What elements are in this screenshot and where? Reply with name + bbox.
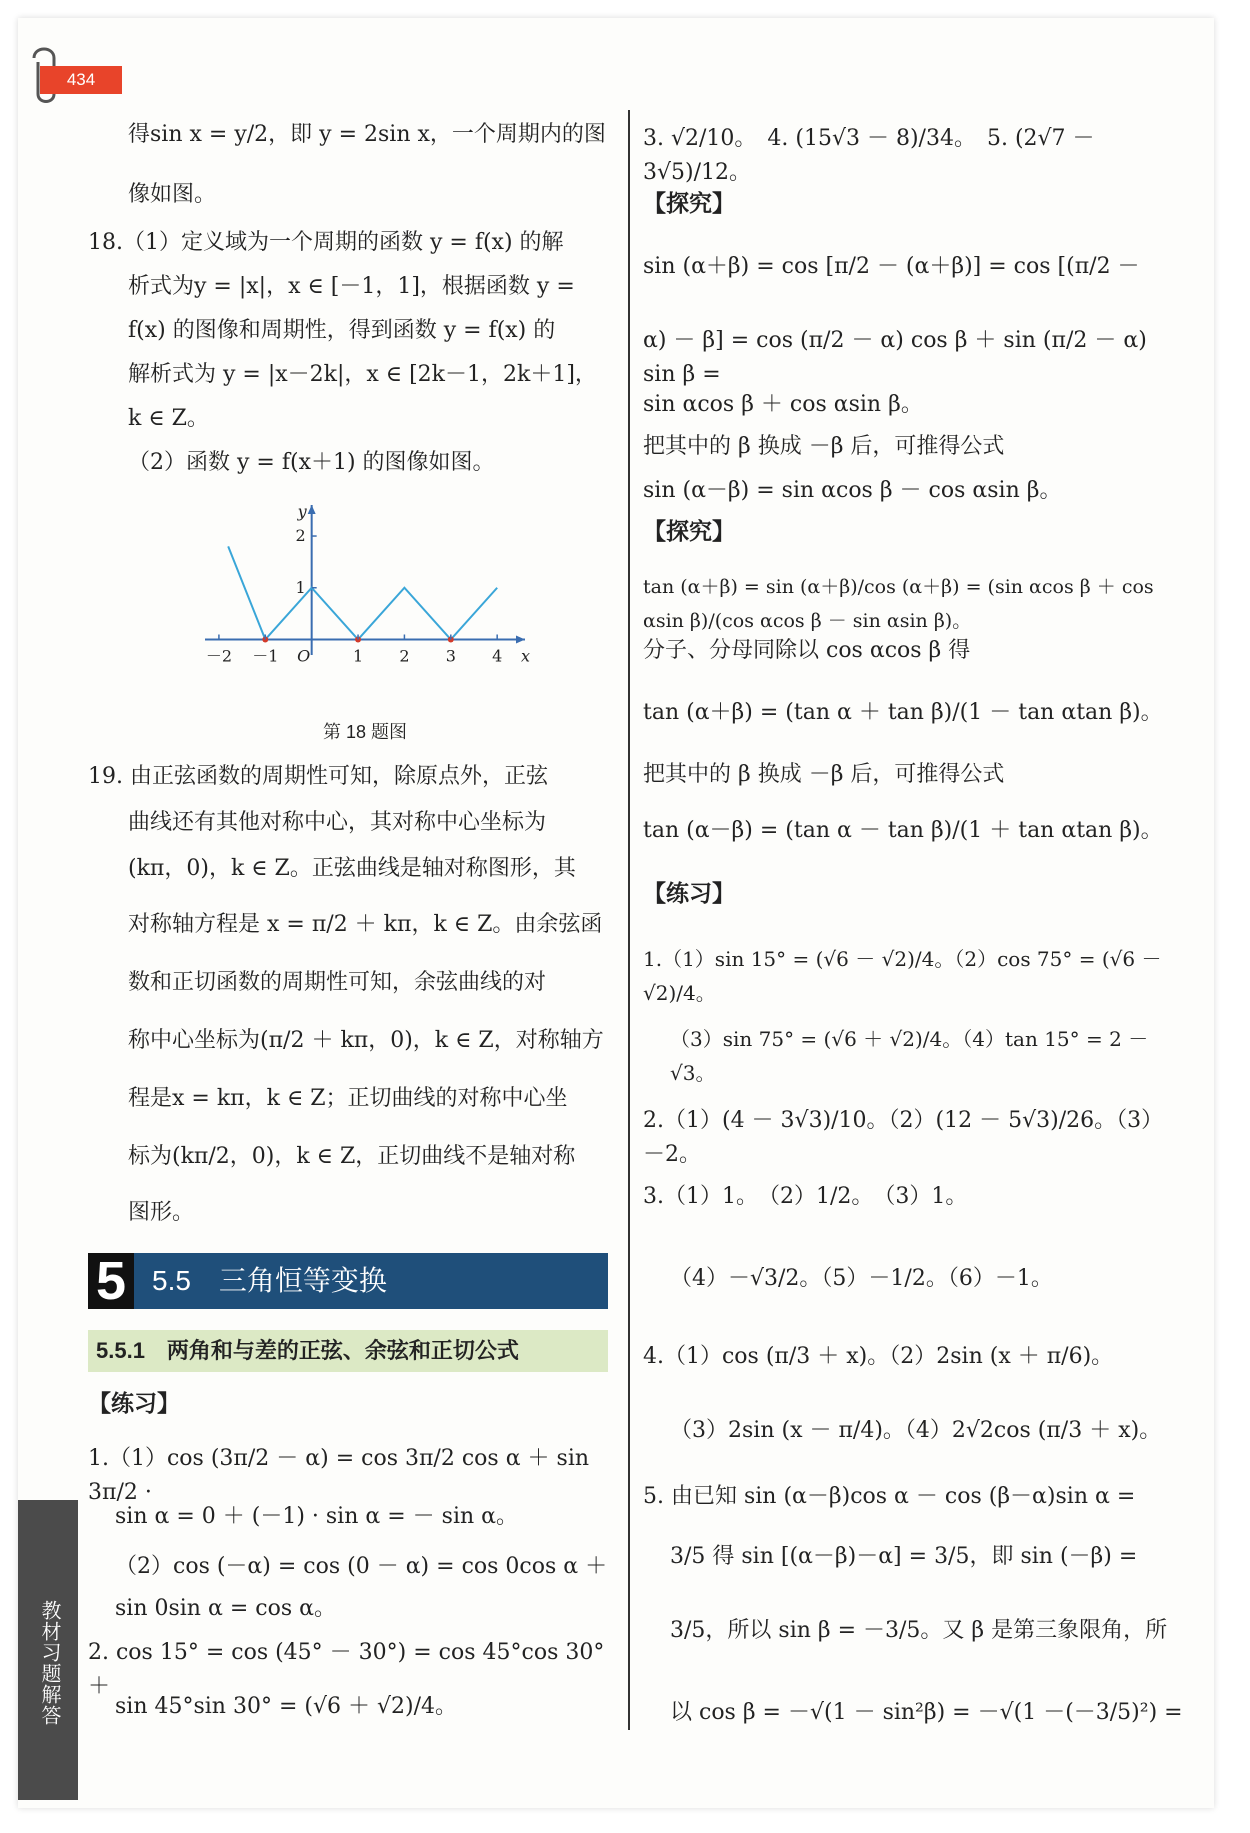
answer-line: （3）2sin (x － π/4)。（4）2√2cos (π/3 ＋ x)。 xyxy=(670,1418,1162,1443)
section-title: 5.5 三角恒等变换 xyxy=(152,1265,387,1296)
x-tick-label: 4 xyxy=(492,646,503,666)
answer-line: 以 cos β = －√(1 － sin²β) = －√(1 －(－3/5)²) = xyxy=(670,1700,1183,1725)
page-number: 434 xyxy=(40,66,122,94)
answer-line: 5. 由已知 sin (α－β)cos α － cos (β－α)sin α = xyxy=(643,1484,1136,1509)
q18-line: 解析式为 y = |x－2k|，x ∈ [2k－1，2k＋1]， xyxy=(128,362,597,387)
proof-line: tan (α－β) = (tan α － tan β)/(1 ＋ tan αtan β)。 xyxy=(643,818,1163,843)
practice-line: 2. cos 15° = cos (45° － 30°) = cos 45°cos 30° ＋ xyxy=(88,1640,605,1699)
side-tab-label: 教材习题解答 xyxy=(38,1600,60,1726)
answer-line: 1.（1）sin 15° = (√6 － √2)/4。（2）cos 75° = (√6 － √2)/4。 xyxy=(643,947,1162,1005)
origin-label: O xyxy=(297,646,311,666)
column-divider xyxy=(628,110,630,1730)
y-tick-label: 1 xyxy=(295,577,306,597)
answer-line: 4.（1）cos (π/3 ＋ x)。（2）2sin (x ＋ π/6)。 xyxy=(643,1344,1114,1369)
x-tick-label: 1 xyxy=(352,646,364,666)
q18-line: k ∈ Z。 xyxy=(128,406,209,431)
x-axis-arrow xyxy=(516,635,525,643)
proof-line: 把其中的 β 换成 －β 后，可推得公式 xyxy=(643,762,1005,787)
section-header xyxy=(88,1253,608,1309)
x-tick-label: －1 xyxy=(252,646,279,666)
proof-line: sin (α－β) = sin αcos β － cos αsin β。 xyxy=(643,478,1062,503)
figure-caption: 第 18 题图 xyxy=(322,722,408,742)
q18-line: （2）函数 y = f(x＋1) 的图像如图。 xyxy=(128,450,495,475)
y-tick-label: 2 xyxy=(295,526,306,546)
practice-line: 1.（1）cos (3π/2 － α) = cos 3π/2 cos α ＋ sin 3π/2 · xyxy=(88,1446,590,1505)
x-tick-label: 3 xyxy=(445,646,456,666)
practice-heading: 【练习】 xyxy=(643,880,735,906)
answer-line: 3/5 得 sin [(α－β)－α] = 3/5，即 sin (－β) = xyxy=(670,1544,1138,1569)
q19-line: 对称轴方程是 x = π/2 ＋ kπ，k ∈ Z。由余弦函 xyxy=(128,912,603,937)
proof-line: α) － β] = cos (π/2 － α) cos β ＋ sin (π/2 － α) sin β = xyxy=(643,328,1147,387)
practice-line: sin α = 0 ＋ (－1) · sin α = － sin α。 xyxy=(115,1504,518,1529)
q19-line: 图形。 xyxy=(128,1200,195,1225)
y-axis-label: y xyxy=(297,502,307,521)
x-tick-label: 2 xyxy=(399,646,410,666)
explore-heading: 【探究】 xyxy=(643,518,735,544)
q19-line: 曲线还有其他对称中心，其对称中心坐标为 xyxy=(128,810,547,835)
text-line: 得sin x = y/2，即 y = 2sin x，一个周期内的图 xyxy=(128,122,606,147)
proof-line: 分子、分母同除以 cos αcos β 得 xyxy=(643,638,971,663)
x-axis-label: x xyxy=(521,646,531,666)
proof-line: tan (α＋β) = (tan α ＋ tan β)/(1 － tan αtan β)。 xyxy=(643,700,1163,725)
section-number: 5 xyxy=(88,1253,134,1309)
q19-line: 标为(kπ/2，0)，k ∈ Z，正切曲线不是轴对称 xyxy=(128,1144,576,1169)
proof-line: 把其中的 β 换成 －β 后，可推得公式 xyxy=(643,434,1005,459)
q18-line: f(x) 的图像和周期性，得到函数 y = f(x) 的 xyxy=(128,318,556,343)
practice-line: sin 0sin α = cos α。 xyxy=(115,1596,336,1621)
practice-line: （2）cos (－α) = cos (0 － α) = cos 0cos α ＋ xyxy=(115,1554,608,1579)
q19-line: 程是x = kπ，k ∈ Z；正切曲线的对称中心坐 xyxy=(128,1086,568,1111)
answer-line: 2.（1）(4 － 3√3)/10。（2）(12 － 5√3)/26。（3）－2。 xyxy=(643,1108,1164,1167)
answer-line: （3）sin 75° = (√6 ＋ √2)/4。（4）tan 15° = 2 － √3。 xyxy=(670,1027,1149,1085)
q19-line: 称中心坐标为(π/2 ＋ kπ，0)，k ∈ Z，对称轴方 xyxy=(128,1028,604,1053)
y-axis-arrow xyxy=(308,505,316,514)
q19-line: 19. 由正弦函数的周期性可知，除原点外，正弦 xyxy=(88,764,548,789)
function-graph xyxy=(195,495,545,685)
explore-heading: 【探究】 xyxy=(643,190,735,216)
answer-line: 3.（1）1。 （2）1/2。 （3）1。 xyxy=(643,1184,968,1209)
subsection-title: 5.5.1 两角和与差的正弦、余弦和正切公式 xyxy=(88,1330,608,1372)
q19-line: (kπ，0)，k ∈ Z。正弦曲线是轴对称图形，其 xyxy=(128,856,576,881)
proof-line: sin αcos β ＋ cos αsin β。 xyxy=(643,392,923,417)
series-line xyxy=(228,546,497,639)
answer-line: （4）－√3/2。（5）－1/2。（6）－1。 xyxy=(670,1266,1053,1291)
q18-line: 18.（1）定义域为一个周期的函数 y = f(x) 的解 xyxy=(88,230,564,255)
text-line: 像如图。 xyxy=(128,182,217,207)
practice-heading: 【练习】 xyxy=(88,1390,180,1416)
answer-line: 3. √2/10。 4. (15√3 － 8)/34。 5. (2√7 － 3√5)/12。 xyxy=(643,126,1095,185)
proof-line: sin (α＋β) = cos [π/2 － (α＋β)] = cos [(π/2 － xyxy=(643,254,1140,279)
proof-line: tan (α＋β) = sin (α＋β)/cos (α＋β) = (sin αcos β ＋ cos αsin β)/(cos αcos β － sin αsin β)。 xyxy=(643,576,1154,632)
q18-line: 析式为y = |x|，x ∈ [－1，1]，根据函数 y = xyxy=(128,274,575,299)
x-tick-label: －2 xyxy=(205,646,233,666)
practice-line: sin 45°sin 30° = (√6 ＋ √2)/4。 xyxy=(115,1694,457,1719)
q19-line: 数和正切函数的周期性可知，余弦曲线的对 xyxy=(128,970,547,995)
answer-line: 3/5，所以 sin β = －3/5。又 β 是第三象限角，所 xyxy=(670,1618,1168,1643)
